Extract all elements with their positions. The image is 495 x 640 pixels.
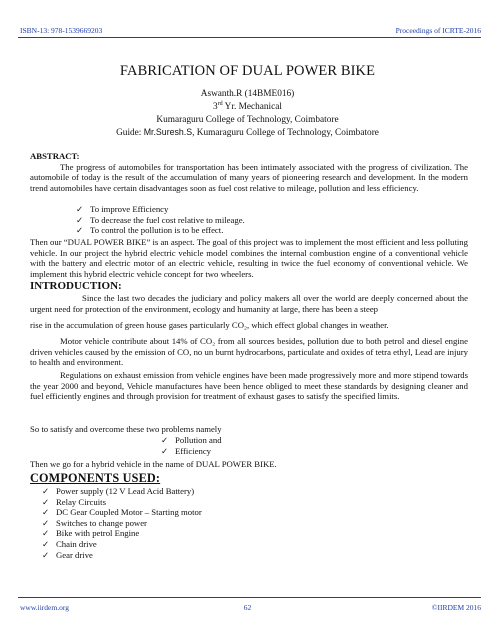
year-number: 3 [213, 102, 218, 112]
list-item: ✓ To decrease the fuel cost relative to mileage. [76, 214, 245, 225]
abstract-paragraph-1: The progress of automobiles for transportation has been intimately associated with the progress of civilization. The automobile of today is the result of the accumulation of many years of pioneering research and development. In the modern trend automobiles have certain disadvantages soon as fuel cost relative to mileage, pollution and less efficiency. [30, 161, 468, 193]
list-item: ✓ Relay Circuits [42, 496, 106, 507]
list-item: ✓ To control the pollution is to be effect. [76, 225, 224, 236]
author-line: Aswanth.R (14BME016) [200, 89, 295, 99]
year-line [0, 101, 495, 113]
page-number: 62 [243, 603, 252, 612]
abstract-heading: ABSTRACT: [30, 151, 80, 161]
guide-prefix: Guide: [116, 128, 144, 138]
check-icon: ✓ [76, 214, 84, 225]
guide-line [0, 126, 495, 139]
introduction-section [30, 281, 468, 292]
list-item: ✓ Switches to change power [42, 517, 147, 528]
list-item: ✓ Power supply (12 V Lead Acid Battery) [42, 486, 195, 496]
header-rule [18, 37, 481, 38]
check-icon: ✓ [42, 486, 50, 496]
components-heading: COMPONENTS USED: [30, 471, 161, 485]
check-icon: ✓ [42, 538, 50, 549]
abstract-section [30, 151, 468, 193]
intro-paragraph-1b: rise in the accumulation of green house gases particularly CO₂, which effect global changes in weather. [30, 320, 389, 330]
header-proceedings: Proceedings of ICRTE-2016 [395, 26, 481, 35]
problems-list [161, 435, 222, 456]
list-item: ✓ Bike with petrol Engine [42, 528, 140, 539]
footer-website[interactable]: www.iirdem.org [20, 603, 69, 612]
check-icon: ✓ [42, 549, 50, 560]
intro-paragraph-1: Since the last two decades the judiciary and policy makers all over the world are deeply concerned about the urgent need for protection of the environment, ecology and humanity at large, there has been a steep [30, 293, 468, 314]
header-isbn: ISBN-13: 978-1539669203 [20, 26, 103, 35]
components-list [42, 486, 202, 560]
intro-paragraph-3: Regulations on exhaust emission from vehicle engines have been made progressively more and more stipend towards the year 2000 and beyond, Vehicle manufactures have been hence obliged to meet these standards by designing cleaner and fuel efficiently engines and through provision for treatment of exhaust gases to satisfy the specified limits. [30, 370, 468, 402]
affiliation-line: Kumaraguru College of Technology, Coimbatore [156, 115, 339, 125]
guide-rest: , Kumaraguru College of Technology, Coimbatore [192, 128, 379, 138]
abstract-bullets [76, 204, 245, 236]
check-icon: ✓ [76, 204, 84, 214]
check-icon: ✓ [42, 528, 50, 539]
year-rest: Yr. Mechanical [222, 102, 282, 112]
check-icon: ✓ [76, 225, 84, 236]
guide-name: Mr.Suresh.S [143, 127, 193, 137]
abstract-paragraph-2: Then our “DUAL POWER BIKE” is an aspect. The goal of this project was to implement the most efficient and less polluting vehicle. In our project the hybrid electric vehicle model combines the internal combustion engine of a conventional vehicle with the battery and electric motor of an electric vehicle, resulting in twice the fuel economy of conventional vehicle. We implement this hybrid electric vehicle concept for two wheelers. [30, 237, 468, 279]
list-item: ✓ Gear drive [42, 549, 93, 560]
intro-paragraph-2: Motor vehicle contribute about 14% of CO₂ from all sources besides, pollution due to both petrol and diesel engine driven vehicles caused by the emission of CO, no un burnt hydrocarbons, particulate and oxides of tetra ethyl, Lead are injury to health and environment. [30, 336, 468, 368]
check-icon: ✓ [161, 435, 169, 445]
check-icon: ✓ [42, 517, 50, 528]
check-icon: ✓ [161, 445, 169, 456]
list-item: ✓ To improve Efficiency [76, 204, 169, 214]
list-item: ✓ Pollution and [161, 435, 222, 445]
list-item: ✓ Efficiency [161, 445, 212, 456]
check-icon: ✓ [42, 507, 50, 518]
list-item: ✓ Chain drive [42, 538, 97, 549]
paper-title: FABRICATION OF DUAL POWER BIKE [119, 63, 376, 79]
intro-paragraph-4: So to satisfy and overcome these two problems namely [30, 424, 222, 434]
footer-rule [18, 597, 481, 598]
list-item: ✓ DC Gear Coupled Motor – Starting motor [42, 507, 202, 518]
introduction-heading: INTRODUCTION: [30, 280, 122, 292]
check-icon: ✓ [42, 496, 50, 507]
year-suffix: rd [217, 101, 223, 107]
intro-paragraph-5: Then we go for a hybrid vehicle in the name of DUAL POWER BIKE. [30, 459, 277, 469]
footer-copyright: ©IIRDEM 2016 [431, 603, 481, 612]
